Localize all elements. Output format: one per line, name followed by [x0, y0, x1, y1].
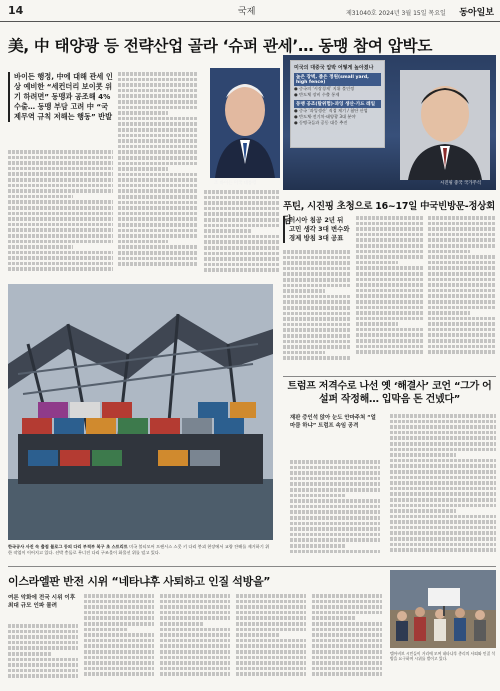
israel-text-col-1 [8, 624, 78, 686]
infobox-item: ● 동맹국들과 공동 대응 추진 [294, 120, 348, 125]
bridge-collapse-photo [8, 284, 273, 540]
putin-text-col-3 [428, 216, 496, 370]
putin-text-col-2 [356, 216, 424, 370]
israel-text-col-3 [160, 594, 230, 686]
bridge-photo-caption [8, 544, 273, 556]
xi-photo [400, 70, 490, 180]
masthead-bar [0, 0, 500, 22]
bridge-wreckage-illustration [8, 284, 273, 540]
protest-photo [390, 570, 496, 648]
trump-subhead: 재판 증인석 앉아 눈도 안마주쳐 “얼마큼 하냐” 트럼프 속임 공격 [290, 415, 376, 429]
israel-headline: 이스라엘판 반전 시위 “네타냐후 사퇴하고 인질 석방을” [8, 575, 271, 588]
infobox-head-1: 높은 장벽, 좁은 정원(small yard, high fence) [294, 73, 381, 86]
infobox-item: ● 반도체·전기차·태양광 3대 분야 [294, 114, 356, 119]
israel-subhead: 여론 악화에 전국 시위 이후 최대 규모 인파 몰려 [8, 595, 76, 609]
putin-text-col-1 [283, 250, 351, 370]
israel-text-col-5 [312, 594, 382, 686]
trump-text-col-1 [290, 460, 380, 562]
protest-photo-caption: 텔아비브 시민들이 거리에 모여 네타냐후 총리의 사퇴와 인질 석방을 요구하며 시위를 벌이고 있다. [390, 651, 496, 662]
infobox-item: ● 반도체 장비 수출 통제 [294, 92, 340, 97]
lead-headline: 美, 中 태양광 등 전략산업 골라 ‘슈퍼 관세’… 동맹 참여 압박도 [8, 37, 433, 55]
biden-photo [210, 68, 280, 178]
lead-text-col-3 [204, 190, 279, 278]
infobox-head-2: 동맹 공조(탈위험)·과잉 생산·가드 레일 [294, 100, 381, 108]
lead-subhead: 바이든 행정, 中에 대해 관세 인상 예비한 “세컨더리 보이콧 위기 하려면” 동맹과 공조해 4% 수출… 동맹 부담 고려 中 “국제무역 규칙 저해는 행동” 반발 [8, 72, 113, 122]
section-label: 국제 [238, 7, 256, 17]
protest-crowd-illustration [390, 570, 496, 648]
page-number: 14 [8, 4, 24, 17]
section-divider [283, 376, 496, 377]
israel-text-col-4 [236, 594, 306, 686]
putin-headline: 푸틴, 시진핑 초청으로 16~17일 中국빈방문-정상회담 [283, 201, 495, 226]
bridge-caption-text: 미국 볼티모어 프랜시스 스콧 키 다리 붕괴 현장에서 교량 잔해를 제거하기 위한 작업이 이어지고 있다. 선박 충돌로 무너진 다리 구조물이 화물선 위를 덮고 있다. [8, 544, 270, 555]
infobox [290, 60, 385, 148]
lead-text-col-1 [8, 150, 113, 278]
photo-caption-right: 시진핑 중국 국가주석 [440, 181, 481, 186]
trump-text-col-2 [390, 414, 496, 564]
trump-headline: 트럼프 저격수로 나선 옛 ‘해결사’ 코언 “그가 어설퍼 작정해… 입막음 돈 건넸다” [287, 381, 492, 405]
section-divider [8, 566, 496, 567]
bridge-caption-bold: 한국공사 사진 속 출점 블로그 등의 다리 부적부 복구 초 스트리트 [8, 544, 128, 549]
photo-caption-left: 조 바이든 미국 대통령 [214, 181, 257, 186]
infobox-item: ● 중국의 ‘시장경제’ 지위 불인정 [294, 86, 355, 91]
infobox-title: 미국의 대중국 압박 어떻게 높아졌나 [294, 65, 374, 71]
infobox-item: ● 중국 ‘과잉생산’ 직접 제기 / 첨단 산업 [294, 108, 368, 113]
issue-info: 제31040호 2024년 3월 15일 목요일 [346, 10, 446, 17]
lead-text-col-2 [118, 72, 198, 277]
paper-name: 동아일보 [459, 8, 494, 18]
side-box-head: 러시아 침공 2년 뒤 고민 생각 3대 변수와 경제 방침 3대 공표 [283, 216, 351, 243]
israel-text-col-2 [84, 594, 154, 686]
